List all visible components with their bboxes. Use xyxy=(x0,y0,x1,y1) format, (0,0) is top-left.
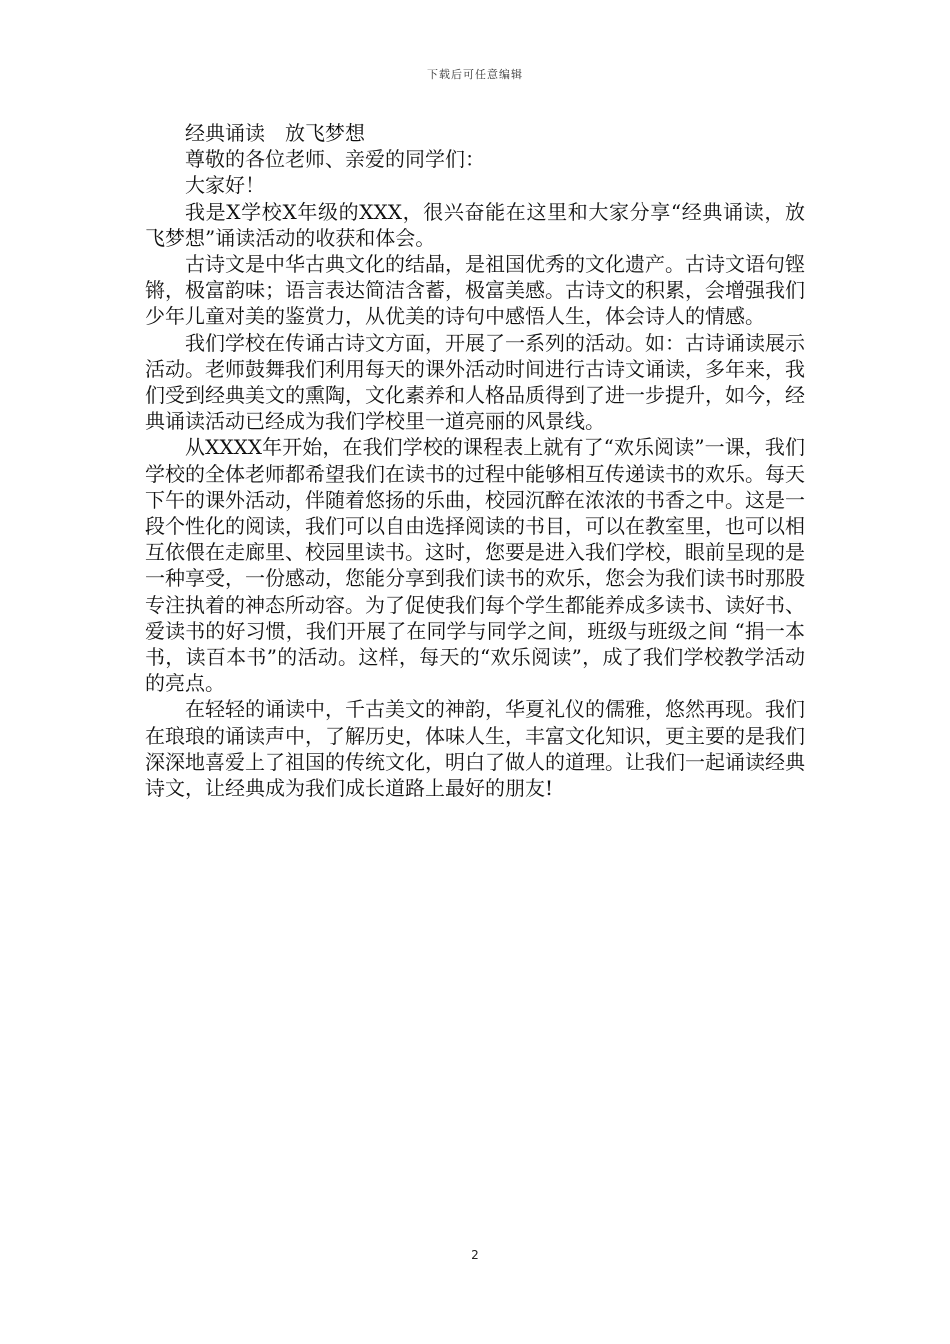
paragraph-4: 从XXXX年开始，在我们学校的课程表上就有了“欢乐阅读”一课，我们学校的全体老师都希望我们在读书的过程中能够相互传递读书的欢乐。每天下午的课外活动，伴随着悠扬的乐曲，校园沉醉在浓浓的书香之中。这是一段个性化的阅读，我们可以自由选择阅读的书目，可以在教室里，也可以相互依偎在走廊里、校园里读书。这时，您要是进入我们学校，眼前呈现的是一种享受，一份感动，您能分享到我们读书的欢乐，您会为我们读书时那股专注执着的神态所动容。为了促使我们每个学生都能养成多读书、读好书、爱读书的好习惯，我们开展了在同学与同学之间，班级与班级之间 “捐一本书，读百本书”的活动。这样，每天的“欢乐阅读”，成了我们学校教学活动的亮点。 xyxy=(145,435,805,696)
salutation: 大家好！ xyxy=(185,173,265,198)
document-body xyxy=(145,120,805,801)
page-number: 2 xyxy=(471,1248,479,1262)
paragraph-3: 我们学校在传诵古诗文方面，开展了一系列的活动。如：古诗诵读展示活动。老师鼓舞我们利用每天的课外活动时间进行古诗文诵读，多年来，我们受到经典美文的熏陶，文化素养和人格品质得到了进一步提升，如今，经典诵读活动已经成为我们学校里一道亮丽的风景线。 xyxy=(145,330,805,434)
paragraph-5: 在轻轻的诵读中，千古美文的神韵，华夏礼仪的儒雅，悠然再现。我们在琅琅的诵读声中，了解历史，体味人生，丰富文化知识，更主要的是我们深深地喜爱上了祖国的传统文化，明白了做人的道理。让我们一起诵读经典诗文，让经典成为我们成长道路上最好的朋友! xyxy=(145,697,805,801)
speech-title: 经典诵读 放飞梦想 xyxy=(185,121,365,145)
greeting: 尊敬的各位老师、亲爱的同学们： xyxy=(185,147,485,172)
page-header-note: 下载后可任意编辑 xyxy=(427,68,523,81)
paragraph-2: 古诗文是中华古典文化的结晶，是祖国优秀的文化遗产。古诗文语句铿锵，极富韵味；语言表达简洁含蓄，极富美感。古诗文的积累，会增强我们少年儿童对美的鉴赏力，从优美的诗句中感悟人生，体会诗人的情感。 xyxy=(145,252,805,329)
paragraph-1: 我是X学校X年级的XXX，很兴奋能在这里和大家分享“经典诵读，放飞梦想”诵读活动的收获和体会。 xyxy=(145,199,805,250)
